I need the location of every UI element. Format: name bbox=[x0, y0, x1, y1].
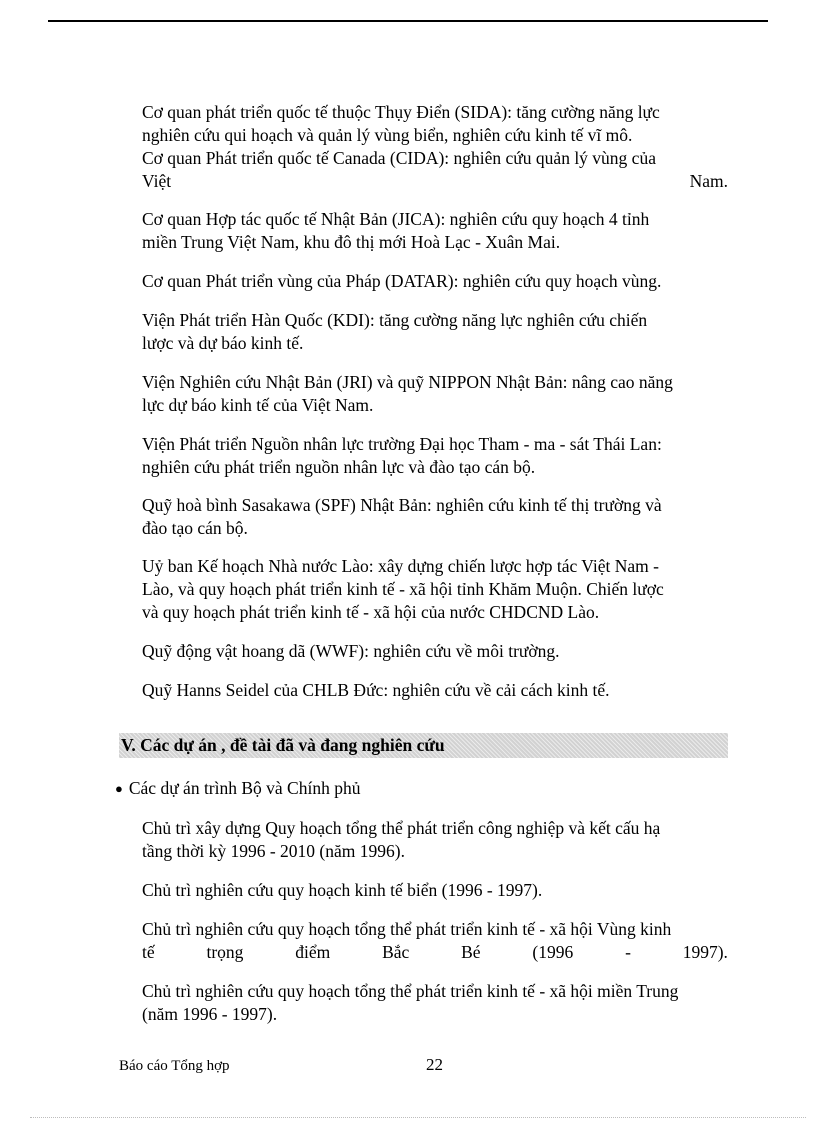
text-line: Lào, và quy hoạch phát triển kinh tế - xã hội tỉnh Khăm Muộn. Chiến lược bbox=[142, 579, 664, 599]
paragraph-northern-zone bbox=[142, 918, 728, 964]
text-line: Cơ quan Hợp tác quốc tế Nhật Bản (JICA): nghiên cứu quy hoạch 4 tỉnh bbox=[142, 209, 650, 229]
footer-report-title: Báo cáo Tổng hợp bbox=[119, 1058, 230, 1074]
text-line: Viện Phát triển Nguồn nhân lực trường Đại học Tham - ma - sát Thái Lan: bbox=[142, 434, 662, 454]
text-line: Cơ quan Phát triển vùng của Pháp (DATAR): nghiên cứu quy hoạch vùng. bbox=[142, 271, 662, 291]
paragraph-kdi bbox=[142, 309, 728, 355]
text-word: Việt bbox=[142, 171, 172, 191]
bullet-text: Các dự án trình Bộ và Chính phủ bbox=[128, 778, 361, 798]
bullet-item bbox=[115, 777, 360, 800]
text-line: tầng thời kỳ 1996 - 2010 (năm 1996). bbox=[142, 841, 405, 861]
text-line: đào tạo cán bộ. bbox=[142, 518, 248, 538]
text-line: Viện Nghiên cứu Nhật Bản (JRI) và quỹ NIPPON Nhật Bản: nâng cao năng bbox=[142, 372, 673, 392]
bullet-icon: ● bbox=[115, 781, 123, 796]
text-line bbox=[142, 941, 728, 964]
text-line: Quỹ Hanns Seidel của CHLB Đức: nghiên cứu về cải cách kinh tế. bbox=[142, 680, 610, 700]
text-line: Quỹ hoà bình Sasakawa (SPF) Nhật Bản: nghiên cứu kinh tế thị trường và bbox=[142, 495, 662, 515]
text-line: và quy hoạch phát triển kinh tế - xã hội của nước CHDCND Lào. bbox=[142, 602, 600, 622]
text-line: Chủ trì xây dựng Quy hoạch tổng thể phát triển công nghiệp và kết cấu hạ bbox=[142, 818, 661, 838]
text-word: - bbox=[625, 942, 631, 962]
paragraph-central-region bbox=[142, 980, 728, 1026]
paragraph-sea-economy bbox=[142, 879, 728, 902]
paragraph-thammasat bbox=[142, 433, 728, 479]
text-line: Chủ trì nghiên cứu quy hoạch tổng thể phát triển kinh tế - xã hội Vùng kinh bbox=[142, 919, 672, 939]
text-line: Uỷ ban Kế hoạch Nhà nước Lào: xây dựng chiến lược hợp tác Việt Nam - bbox=[142, 556, 659, 576]
text-word: điểm bbox=[295, 942, 331, 962]
text-line: miền Trung Việt Nam, khu đô thị mới Hoà Lạc - Xuân Mai. bbox=[142, 232, 561, 252]
text-line: lược và dự báo kinh tế. bbox=[142, 333, 304, 353]
paragraph-jri bbox=[142, 371, 728, 417]
text-line bbox=[142, 170, 728, 193]
text-line: Chủ trì nghiên cứu quy hoạch tổng thể phát triển kinh tế - xã hội miền Trung bbox=[142, 981, 679, 1001]
bottom-border-rule bbox=[30, 1117, 806, 1118]
text-line: (năm 1996 - 1997). bbox=[142, 1004, 278, 1024]
paragraph-laos bbox=[142, 555, 728, 624]
text-line: Cơ quan Phát triển quốc tế Canada (CIDA): nghiên cứu quản lý vùng của bbox=[142, 148, 656, 168]
section-heading: V. Các dự án , đề tài đã và đang nghiên cứu bbox=[119, 733, 728, 758]
text-word: tế bbox=[142, 942, 155, 962]
text-line: Cơ quan phát triển quốc tế thuộc Thụy Điển (SIDA): tăng cường năng lực bbox=[142, 102, 660, 122]
text-word: 1997). bbox=[682, 942, 728, 962]
top-border-rule bbox=[48, 20, 768, 22]
paragraph-sida-cida bbox=[142, 101, 728, 193]
paragraph-hanns-seidel bbox=[142, 679, 728, 702]
page-number: 22 bbox=[426, 1055, 443, 1074]
text-line: nghiên cứu qui hoạch và quản lý vùng biển, nghiên cứu kinh tế vĩ mô. bbox=[142, 125, 633, 145]
paragraph-jica bbox=[142, 208, 728, 254]
text-word: Nam. bbox=[689, 171, 728, 191]
text-line: Quỹ động vật hoang dã (WWF): nghiên cứu về môi trường. bbox=[142, 641, 560, 661]
text-line: Chủ trì nghiên cứu quy hoạch kinh tế biển (1996 - 1997). bbox=[142, 880, 543, 900]
text-word: (1996 bbox=[532, 942, 574, 962]
paragraph-spf bbox=[142, 494, 728, 540]
text-word: trọng bbox=[206, 942, 244, 962]
text-line: lực dự báo kinh tế của Việt Nam. bbox=[142, 395, 374, 415]
paragraph-datar bbox=[142, 270, 728, 293]
text-line: Viện Phát triển Hàn Quốc (KDI): tăng cường năng lực nghiên cứu chiến bbox=[142, 310, 648, 330]
paragraph-wwf bbox=[142, 640, 728, 663]
text-word: Bé bbox=[461, 942, 481, 962]
paragraph-industry-plan bbox=[142, 817, 728, 863]
text-line: nghiên cứu phát triển nguồn nhân lực và đào tạo cán bộ. bbox=[142, 457, 536, 477]
text-word: Bắc bbox=[382, 942, 410, 962]
